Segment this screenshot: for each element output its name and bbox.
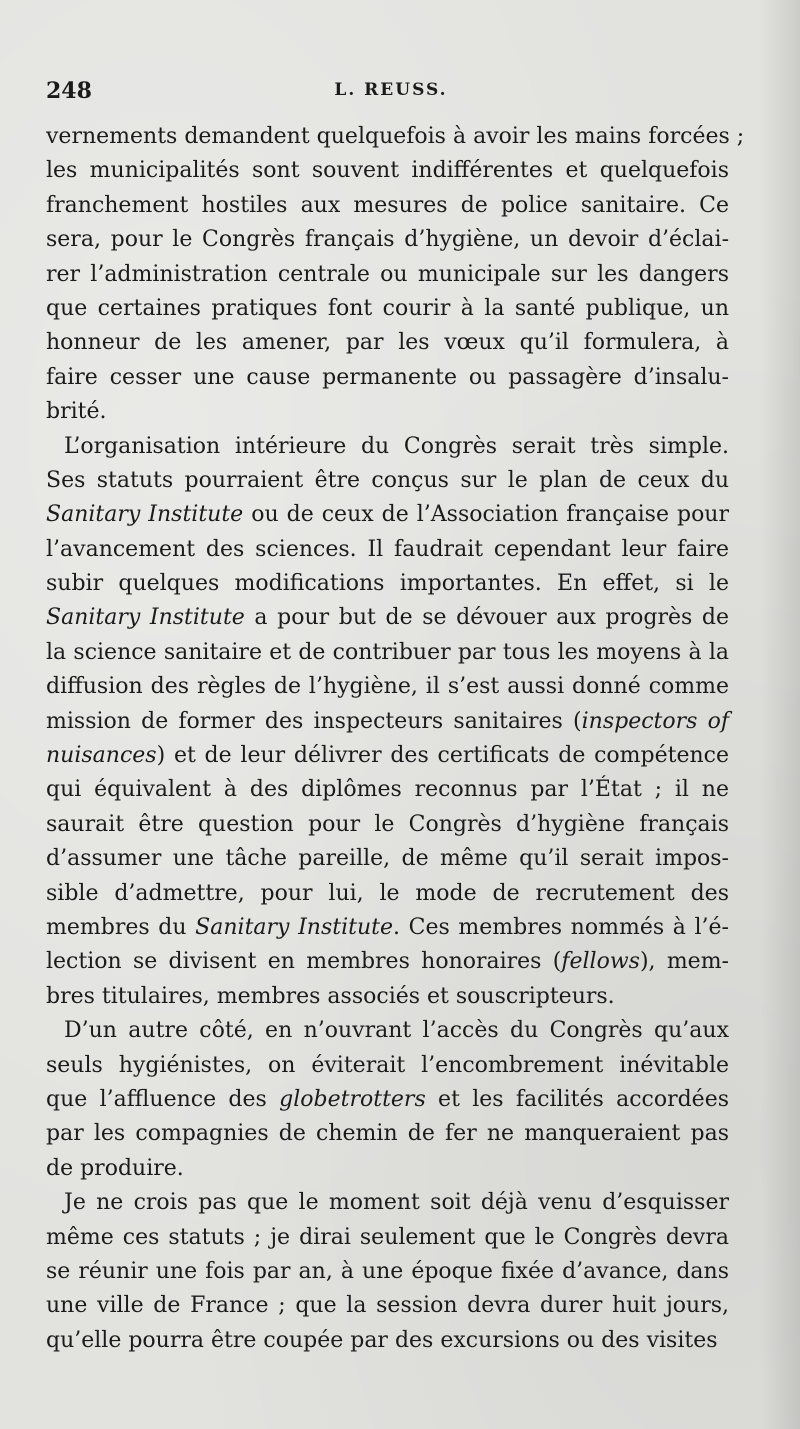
text-segment: . Ces membres nommés à l’é-	[393, 914, 729, 940]
text-line	[46, 842, 729, 876]
text-segment: que certaines pratiques font courir à la santé publique, un	[46, 295, 729, 321]
text-segment: de produire.	[46, 1155, 184, 1181]
text-line	[46, 980, 729, 1014]
text-line	[46, 395, 729, 429]
text-segment: honneur de les amener, par les vœux qu’il formulera, à	[46, 330, 729, 356]
text-segment: membres du	[46, 914, 196, 940]
text-line	[46, 1289, 729, 1323]
text-segment: qui équivalent à des diplômes reconnus par l’État ; il ne	[46, 777, 729, 803]
text-segment: qu’elle pourra être coupée par des excursions ou des visites	[46, 1327, 718, 1353]
text-segment: et les facilités accordées	[425, 1086, 730, 1112]
text-segment: sible d’admettre, pour lui, le mode de recrutement des	[46, 880, 729, 906]
page-edge-shadow	[760, 0, 800, 1429]
text-line	[46, 1221, 729, 1255]
italic-phrase: Sanitary Institute	[46, 502, 244, 528]
text-segment: la science sanitaire et de contribuer par tous les moyens à la	[46, 639, 729, 665]
text-line	[46, 1152, 729, 1186]
text-line	[46, 361, 729, 395]
text-segment: une ville de France ; que la session devra durer huit jours,	[46, 1293, 729, 1319]
text-line	[46, 464, 729, 498]
text-segment: par les compagnies de chemin de fer ne manqueraient pas	[46, 1121, 729, 1147]
text-line	[46, 911, 729, 945]
text-segment: ou de ceux de l’Association française pour	[243, 502, 729, 528]
text-segment: l’avancement des sciences. Il faudrait cependant leur faire	[46, 536, 729, 562]
text-line	[46, 223, 729, 257]
text-segment: saurait être question pour le Congrès d’hygiène français	[46, 811, 729, 837]
text-segment: les municipalités sont souvent indifférentes et quelquefois	[46, 158, 729, 184]
text-segment: a pour but de se dévouer aux progrès de	[244, 605, 729, 631]
text-line	[46, 567, 729, 601]
text-line	[46, 601, 729, 635]
text-segment: seuls hygiénistes, on éviterait l’encombrement inévitable	[46, 1052, 729, 1078]
text-segment: même ces statuts ; je dirai seulement que le Congrès devra	[46, 1224, 729, 1250]
text-line	[46, 1083, 729, 1117]
text-segment: vernements demandent quelquefois à avoir les mains forcées ;	[46, 124, 745, 149]
text-line	[46, 670, 729, 704]
italic-phrase: inspectors of	[581, 708, 729, 734]
text-line	[46, 1186, 729, 1220]
text-line	[46, 636, 729, 670]
text-segment: subir quelques modifications importantes. En effet, si le	[46, 571, 729, 597]
text-segment: diffusion des règles de l’hygiène, il s’est aussi donné comme	[46, 674, 729, 700]
text-segment: ), mem-	[639, 949, 729, 975]
text-segment: d’assumer une tâche pareille, de même qu’il serait impos-	[46, 846, 729, 872]
text-line	[46, 773, 729, 807]
text-line	[46, 1117, 729, 1151]
text-segment: mission de former des inspecteurs sanitaires (	[46, 708, 582, 734]
paragraph	[46, 430, 729, 1015]
text-segment: Ses statuts pourraient être conçus sur le plan de ceux du	[46, 467, 729, 493]
text-line	[46, 430, 729, 464]
text-line	[46, 533, 729, 567]
text-line	[46, 1014, 729, 1048]
paragraph	[46, 1186, 729, 1358]
italic-phrase: globetrotters	[279, 1086, 426, 1112]
text-segment: franchement hostiles aux mesures de police sanitaire. Ce	[46, 192, 729, 218]
text-line	[46, 739, 729, 773]
text-line	[46, 705, 729, 739]
text-line	[46, 808, 729, 842]
italic-phrase: Sanitary Institute	[195, 914, 393, 940]
text-segment: brité.	[46, 399, 107, 425]
running-head: L. REUSS.	[334, 80, 448, 100]
paragraph	[46, 120, 745, 430]
text-segment: se réunir une fois par an, à une époque fixée d’avance, dans	[46, 1258, 729, 1284]
text-segment: sera, pour le Congrès français d’hygiène, un devoir d’éclai-	[46, 227, 729, 253]
text-segment: Je ne crois pas que le moment soit déjà venu d’esquisser	[64, 1190, 729, 1216]
text-line	[46, 1324, 729, 1358]
text-line	[46, 292, 729, 326]
text-segment: rer l’administration centrale ou municipale sur les dangers	[46, 261, 729, 287]
text-line	[46, 154, 729, 188]
text-line	[46, 1255, 729, 1289]
text-segment: D’un autre côté, en n’ouvrant l’accès du Congrès qu’aux	[64, 1018, 729, 1044]
italic-phrase: nuisances	[46, 743, 157, 769]
text-line	[46, 877, 729, 911]
page-header	[46, 78, 736, 114]
italic-phrase: fellows	[561, 949, 640, 975]
text-segment: faire cesser une cause permanente ou passagère d’insalu-	[46, 364, 729, 390]
text-line	[46, 945, 729, 979]
text-line	[46, 189, 729, 223]
text-line	[46, 326, 729, 360]
text-segment: L’organisation intérieure du Congrès serait très simple.	[64, 433, 729, 459]
text-line	[46, 258, 729, 292]
italic-phrase: Sanitary Institute	[46, 605, 245, 631]
text-segment: bres titulaires, membres associés et souscripteurs.	[46, 983, 615, 1009]
text-line	[46, 1049, 729, 1083]
body-text	[46, 120, 745, 1358]
text-segment: que l’affluence des	[46, 1086, 280, 1112]
paragraph	[46, 1014, 729, 1186]
page-number: 248	[46, 78, 92, 104]
text-segment: ) et de leur délivrer des certificats de compétence	[156, 743, 729, 769]
text-line	[46, 120, 745, 154]
text-segment: lection se divisent en membres honoraires (	[46, 949, 562, 975]
text-line	[46, 498, 729, 532]
